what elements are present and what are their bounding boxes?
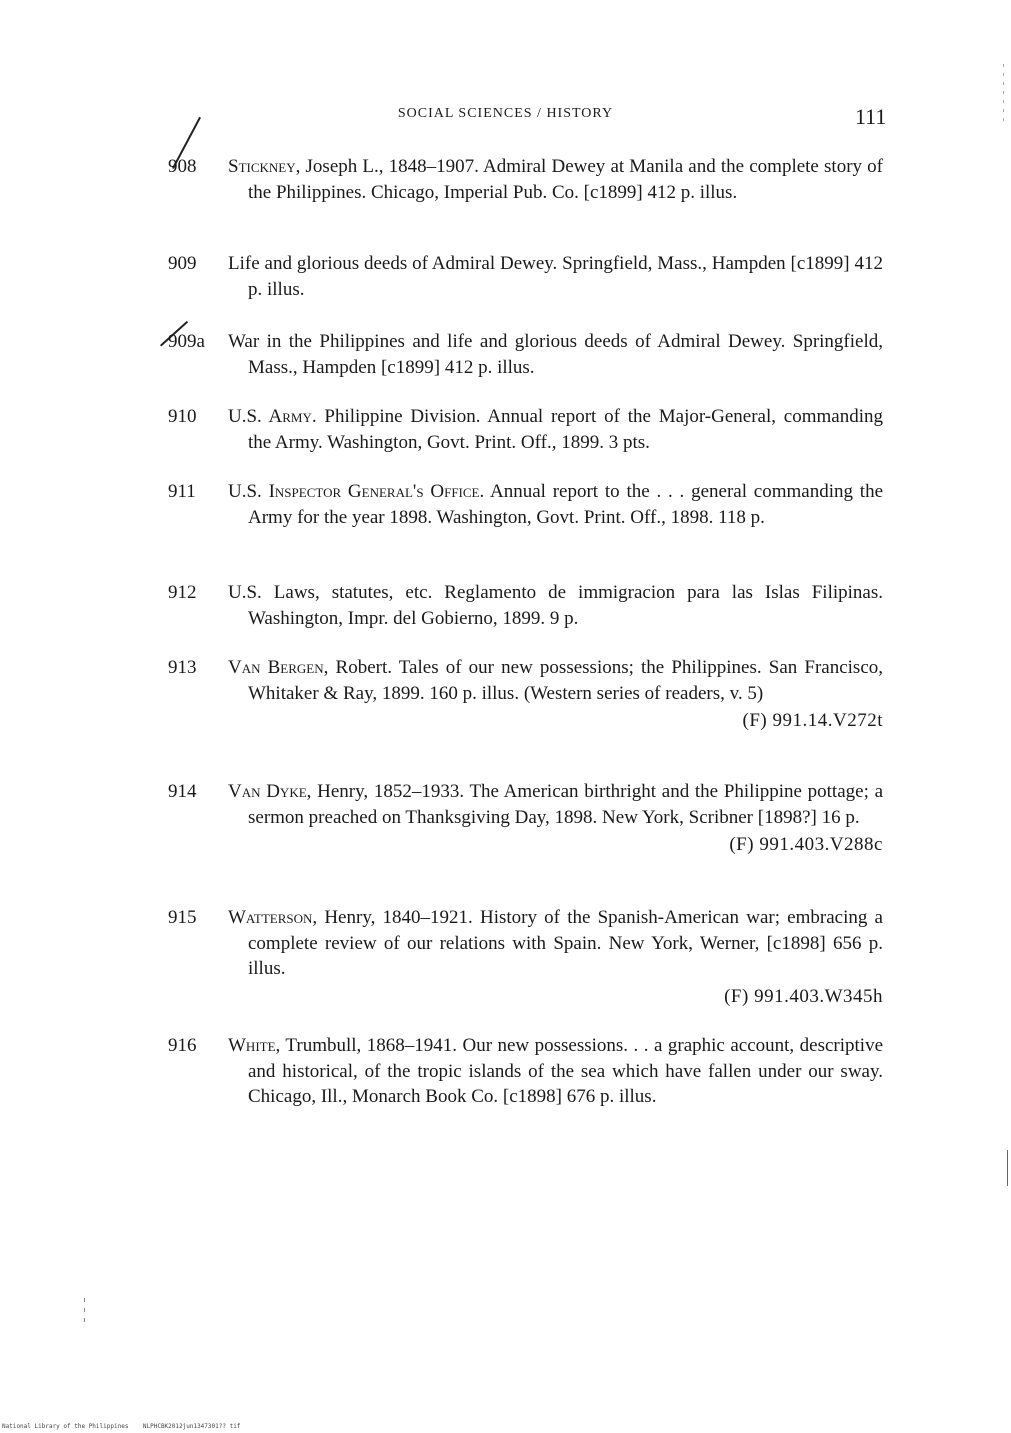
scan-edge-mark xyxy=(84,1298,85,1326)
entry-heading: U.S. Inspector General's Office. xyxy=(228,481,485,502)
entry-text xyxy=(228,404,883,455)
entry-916 xyxy=(168,1033,883,1110)
entry-description: Philippine Division. Annual report of the Major-General, commanding the Army. Washington, Govt. Print. Off., 1899. 3 pts. xyxy=(248,406,883,453)
entry-text xyxy=(228,655,884,706)
entry-number: 913 xyxy=(168,657,197,678)
entry-description: Henry, 1852–1933. The American birthright and the Philippine pottage; a sermon preached on Thanksgiving Day, 1898. New York, Scribner [1898?] 16 p. xyxy=(248,781,884,828)
entry-heading: U.S. Army. xyxy=(228,406,317,427)
entry-description: Laws, statutes, etc. Reglamento de immigracion para las Islas Filipinas. Washington, Impr. del Gobierno, 1899. 9 p. xyxy=(248,582,883,629)
entry-911 xyxy=(168,479,883,530)
scan-edge-mark xyxy=(1003,64,1004,124)
entry-number: 911 xyxy=(168,481,196,502)
scan-footer: National Library of the Philippines NLPHCBK2012jun1347301?? tif xyxy=(2,1423,241,1430)
entry-910 xyxy=(168,404,883,455)
entry-number: 909a xyxy=(168,331,205,352)
entry-heading: White, xyxy=(228,1035,281,1056)
entry-number: 915 xyxy=(168,907,197,928)
entry-description: Joseph L., 1848–1907. Admiral Dewey at Manila and the complete story of the Philippines. Chicago, Imperial Pub. Co. [c1899] 412 p. illus. xyxy=(248,156,883,203)
scan-edge-mark xyxy=(1007,1150,1008,1186)
entry-heading: Watterson, xyxy=(228,907,318,928)
entry-heading: U.S. xyxy=(228,582,262,603)
entry-text xyxy=(228,251,883,302)
entry-description: Annual report to the . . . general commanding the Army for the year 1898. Washington, Govt. Print. Off., 1898. 118 p. xyxy=(248,481,884,528)
entry-text xyxy=(228,779,884,830)
call-number: (F) 991.14.V272t xyxy=(742,710,883,731)
running-head: SOCIAL SCIENCES / HISTORY xyxy=(397,106,614,121)
entry-number: 914 xyxy=(168,781,197,802)
entry-number: 909 xyxy=(168,253,197,274)
entry-909a xyxy=(168,329,883,380)
entry-heading: Van Dyke, xyxy=(228,781,312,802)
entry-914 xyxy=(168,779,883,858)
entry-description: War in the Philippines and life and glorious deeds of Admiral Dewey. Springfield, Mass., Hampden [c1899] 412 p. illus. xyxy=(228,331,883,378)
entry-heading: Stickney, xyxy=(228,156,301,177)
entry-915 xyxy=(168,905,883,1009)
entry-908 xyxy=(168,154,883,205)
entry-text xyxy=(228,479,884,530)
entry-description: Henry, 1840–1921. History of the Spanish-American war; embracing a complete review of our relations with Spain. New York, Werner, [c1898] 656 p. illus. xyxy=(248,907,883,979)
entry-909 xyxy=(168,251,883,302)
call-number: (F) 991.403.V288c xyxy=(729,834,883,855)
entry-text xyxy=(228,580,883,631)
entry-number: 912 xyxy=(168,582,197,603)
entry-text xyxy=(228,154,883,205)
entry-text xyxy=(228,329,883,380)
entry-text xyxy=(228,1033,883,1110)
entry-912 xyxy=(168,580,883,631)
entry-description: Trumbull, 1868–1941. Our new possessions. . . a graphic account, descriptive and historical, of the tropic islands of the sea which have fallen under our sway. Chicago, Ill., Monarch Book Co. [c1898] 676 p. illus. xyxy=(248,1035,883,1107)
page-number: 111 xyxy=(855,104,887,129)
entry-number: 910 xyxy=(168,406,197,427)
entry-description: Life and glorious deeds of Admiral Dewey. Springfield, Mass., Hampden [c1899] 412 p. illus. xyxy=(228,253,883,300)
entry-number: 916 xyxy=(168,1035,197,1056)
entry-text xyxy=(228,905,883,982)
entry-number: 908 xyxy=(168,156,197,177)
entry-913 xyxy=(168,655,883,734)
entry-description: Robert. Tales of our new possessions; the Philippines. San Francisco, Whitaker & Ray, 1899. 160 p. illus. (Western series of readers, v. 5) xyxy=(248,657,884,704)
call-number: (F) 991.403.W345h xyxy=(724,985,883,1007)
entry-heading: Van Bergen, xyxy=(228,657,329,678)
